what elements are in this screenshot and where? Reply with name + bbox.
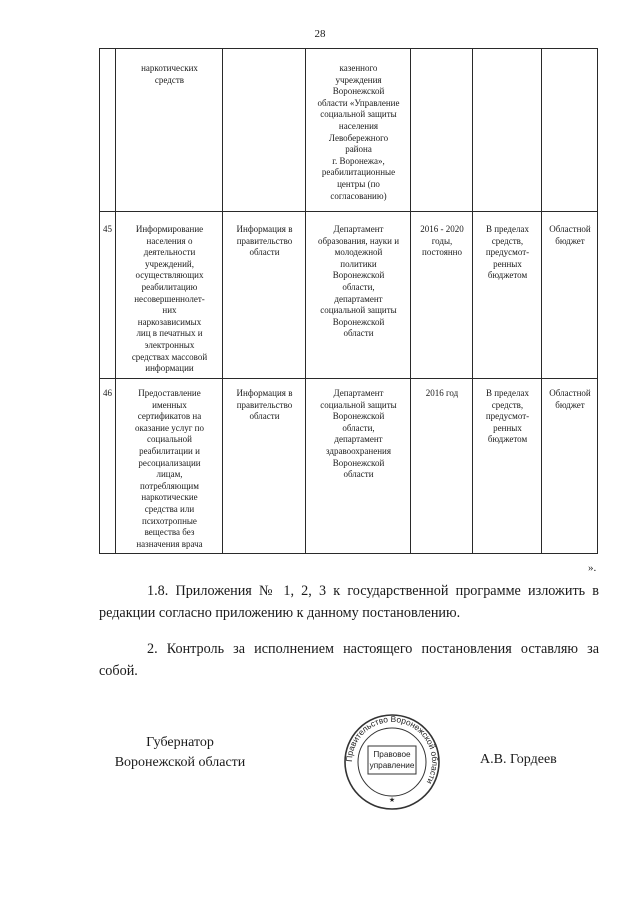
- page-number: 28: [314, 28, 326, 40]
- official-stamp: [342, 712, 442, 812]
- cell-period: [411, 379, 473, 554]
- row46-executor: Департамент социальной защиты Воронежской области, департамент здравоохранения Воронежской области: [320, 388, 397, 480]
- row-number: 46: [103, 388, 112, 398]
- row1-name: наркотических средств: [141, 63, 198, 85]
- row-number: 45: [103, 224, 112, 234]
- stamp-line-1: Правовое: [373, 750, 411, 759]
- cell-source: [542, 49, 598, 212]
- cell-result: [223, 49, 306, 212]
- row46-funds: В пределах средств, предусмот- ренных бюджетом: [485, 388, 530, 445]
- cell-num: [100, 212, 116, 379]
- paragraph-1-8: 1.8. Приложения № 1, 2, 3 к государственной программе изложить в редакции согласно приложению к данному постановлению.: [99, 583, 599, 621]
- row46-period: 2016 год: [425, 388, 459, 398]
- row45-name: Информирование населения о деятельности учреждений, осуществляющих реабилитацию несовершеннолет- них наркозависимых лиц в печатных и электронных средствах массовой информации: [131, 224, 208, 374]
- cell-funds: [473, 49, 542, 212]
- signatory-name: А.В. Гордеев: [480, 752, 557, 767]
- cell-num: [100, 49, 116, 212]
- signatory-title: Губернатор Воронежской области: [114, 735, 246, 770]
- row45-funds: В пределах средств, предусмот- ренных бюджетом: [485, 224, 530, 281]
- row1-executor: казенного учреждения Воронежской области «Управление социальной защиты населения Левобережного района г. Воронежа», реабилитационные центры (по согласованию): [317, 63, 400, 201]
- cell-period: [411, 49, 473, 212]
- closing-quote: ».: [588, 562, 597, 574]
- stamp-ring-text: Правительство Воронежской области: [343, 713, 441, 786]
- stamp-line-2: управление: [369, 761, 415, 770]
- row45-source: Областной бюджет: [549, 224, 591, 246]
- row45-result: Информация в правительство области: [236, 224, 293, 258]
- star-icon: ★: [388, 796, 396, 804]
- paragraph-2: 2. Контроль за исполнением настоящего постановления оставляю за собой.: [99, 641, 599, 679]
- row46-name: Предоставление именных сертификатов на оказание услуг по социальной реабилитации и ресоциализации лицам, потребляющим наркотические средства или психотропные вещества без назначения врача: [135, 388, 204, 549]
- row45-executor: Департамент образования, науки и молодежной политики Воронежской области, департамент социальной защиты Воронежской области: [317, 224, 400, 339]
- row46-result: Информация в правительство области: [236, 388, 293, 422]
- cell-num: [100, 379, 116, 554]
- row45-period: 2016 - 2020 годы, постоянно: [420, 224, 464, 258]
- row46-source: Областной бюджет: [549, 388, 591, 410]
